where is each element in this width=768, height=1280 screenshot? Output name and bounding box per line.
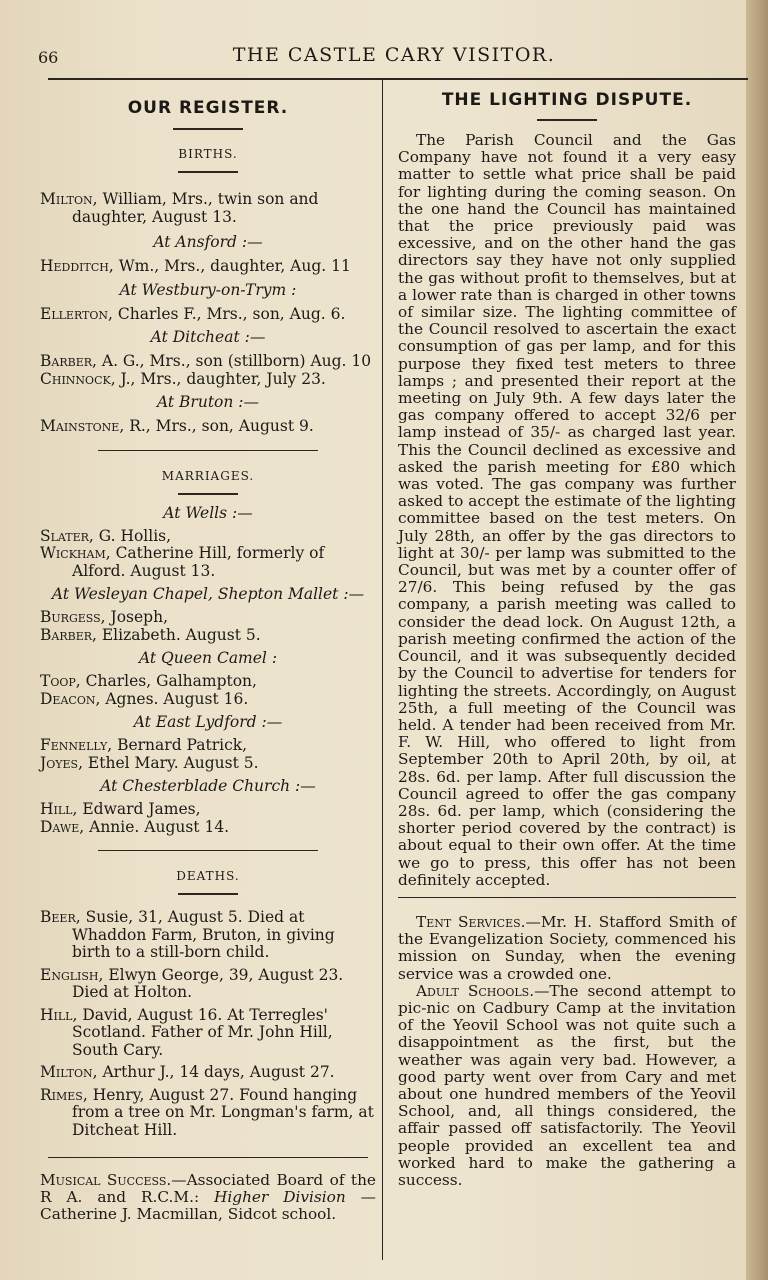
musical-success-label: Musical Success.	[40, 1171, 172, 1189]
list-item: Hill, Edward James,	[40, 800, 201, 818]
adult-schools-paragraph: Adult Schools.—The second attempt to pic-nic on Cadbury Camp at the invitation of the Yeovil School was not quite such a disappointment as the first, but the weather was again very bad. However, a good party went over from Cary and met about one hundred members of the Yeovil School, and, all things considered, the affair passed off satisfactorily. The Yeovil people provided an excellent tea and worked hard to make the gathering a success.	[398, 981, 736, 1189]
place-heading: At Queen Camel :	[138, 649, 278, 667]
section-rule	[98, 450, 318, 451]
list-item: Beer, Susie, 31, August 5. Died at Whaddon Farm, Bruton, in giving birth to a still-born child.	[40, 908, 335, 961]
marriages-list	[40, 503, 376, 837]
place-heading: At Wells :—	[163, 503, 253, 522]
list-item: Milton, Arthur J., 14 days, August 27.	[40, 1063, 335, 1081]
lighting-body: The Parish Council and the Gas Company have not found it a very easy matter to settle what price shall be paid for lighting during the coming season. On the one hand the Council has maintained that the price previously paid was excessive, and on the other hand the gas directors say they have not only supplied the gas without profit to themselves, but at a lower rate than is charged in other towns of similar size. The lighting committee of the Council resolved to ascertain the exact consumption of gas per lamp, and for this purpose they fixed test meters to three lamps ; and presented their report at the meeting on July 9th. A few days later the gas company offered to accept 32/6 per lamp instead of 35/- as charged last year. This the Council declined as excessive and asked the parish meeting for £80 which was voted. The gas company was further asked to accept the estimate of the lighting committee based on the test meters. On July 28th, an offer by the gas directors to light at 30/- per lamp was submitted to the Council, but was met by a counter offer of 27/6. This being refused by the gas company, a parish meeting was called to consider the dead lock. On August 12th, a parish meeting confirmed the action of the Council, and it was subsequently decided by the Council to advertise for tenders for lighting the streets. Accordingly, on August 25th, a full meeting of the Council was held. A tender had been received from Mr. F. W. Hill, who offered to light from September 20th to April 20th, by oil, at 28s. 6d. per lamp. After full discussion the Council agreed to offer the gas company 28s. 6d. per lamp, which (considering the shorter period covered by the contract) is about equal to their own offer. At the time we go to press, this offer has not been definitely accepted.	[398, 131, 736, 889]
list-item: Burgess, Joseph,	[40, 608, 168, 626]
place-heading: At Chesterblade Church :—	[100, 777, 316, 795]
list-item: Ellerton, Charles F., Mrs., son, Aug. 6.	[40, 304, 346, 323]
births-heading: BIRTHS.	[178, 147, 238, 161]
list-item: Chinnock, J., Mrs., daughter, July 23.	[40, 369, 326, 388]
list-item: English, Elwyn George, 39, August 23. Died at Holton.	[40, 965, 344, 1001]
section-rule	[48, 1157, 368, 1158]
list-item: Mainstone, R., Mrs., son, August 9.	[40, 417, 314, 435]
deaths-list	[40, 909, 376, 1139]
place-heading: At Ditcheat :—	[150, 328, 266, 346]
section-rule	[98, 850, 318, 851]
marriages-heading: MARRIAGES.	[161, 468, 255, 483]
rule	[178, 493, 238, 495]
left-column	[40, 90, 376, 1224]
tent-services-paragraph: Tent Services.—Mr. H. Stafford Smith of the Evangelization Society, commenced his mission on Sunday, when the evening service was a crowded one.	[398, 912, 736, 983]
page-edge	[746, 0, 768, 1280]
place-heading: At Ansford :—	[153, 233, 263, 251]
header-rule	[48, 78, 748, 80]
right-column	[398, 90, 736, 1189]
place-heading: At Westbury-on-Trym :	[119, 280, 297, 299]
list-item: Barber, A. G., Mrs., son (stillborn) Aug. 10	[40, 352, 372, 370]
column-divider	[382, 80, 383, 1260]
rule	[173, 128, 243, 130]
running-title: THE CASTLE CARY VISITOR.	[232, 44, 556, 66]
list-item: Hill, David, August 16. At Terregles' Scotland. Father of Mr. John Hill, South Cary.	[40, 1005, 333, 1059]
rule	[178, 893, 238, 895]
place-heading: At Wesleyan Chapel, Shepton Mallet :—	[51, 585, 365, 603]
list-item: Milton, William, Mrs., twin son and daughter, August 13.	[40, 190, 319, 226]
place-heading: At East Lydford :—	[133, 713, 283, 731]
list-item: Slater, G. Hollis,	[40, 526, 172, 545]
rule	[178, 171, 238, 173]
musical-success-paragraph: Musical Success.—Associated Board of the R A. and R.C.M.: Higher Division —Catherine J. Macmillan, Sidcot school.	[40, 1171, 376, 1224]
register-title: OUR REGISTER.	[127, 98, 289, 118]
list-item: Rimes, Henry, August 27. Found hanging from a tree on Mr. Longman's farm, at Ditcheat Hill.	[40, 1085, 374, 1139]
list-item: Wickham, Catherine Hill, formerly of Alford. August 13.	[40, 544, 325, 580]
list-item: Fennelly, Bernard Patrick,	[40, 736, 248, 754]
lighting-title: THE LIGHTING DISPUTE.	[441, 90, 693, 110]
list-item: Deacon, Agnes. August 16.	[40, 689, 249, 708]
list-item: Joyes, Ethel Mary. August 5.	[40, 753, 259, 772]
births-list	[40, 191, 376, 436]
section-rule	[398, 897, 736, 898]
adult-schools-label: Adult Schools.	[416, 981, 535, 1000]
list-item: Dawe, Annie. August 14.	[40, 817, 230, 836]
list-item: Hedditch, Wm., Mrs., daughter, Aug. 11	[40, 257, 351, 275]
deaths-heading: DEATHS.	[176, 869, 240, 883]
list-item: Toop, Charles, Galhampton,	[40, 672, 257, 690]
place-heading: At Bruton :—	[156, 393, 260, 411]
page-number: 66	[38, 48, 59, 67]
page-header	[38, 44, 750, 74]
tent-services-label: Tent Services.	[416, 912, 526, 931]
rule	[537, 119, 597, 121]
list-item: Barber, Elizabeth. August 5.	[40, 625, 261, 644]
